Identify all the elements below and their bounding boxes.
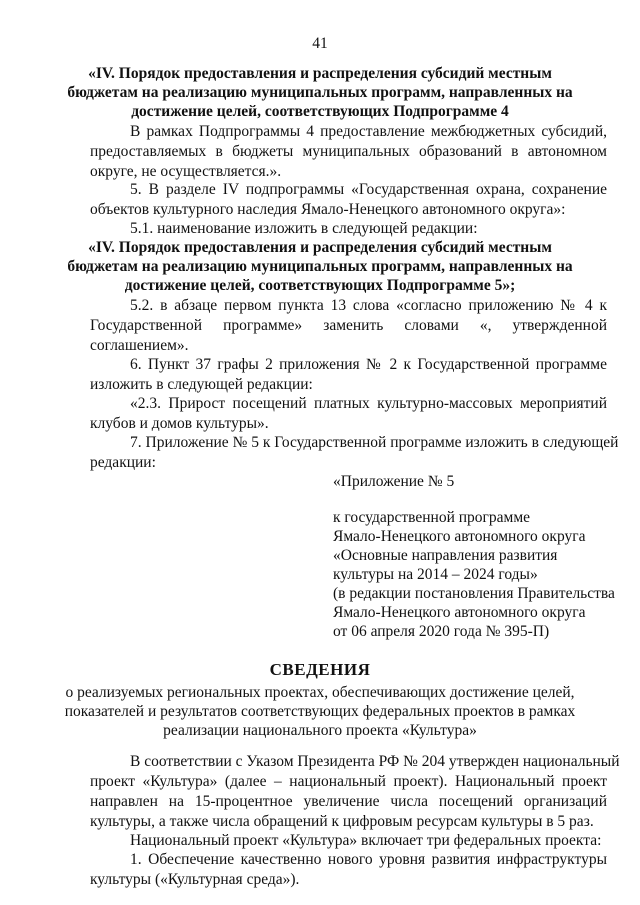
- paragraph-line: 5.1. наименование изложить в следующей редакции:: [130, 220, 478, 237]
- paragraph-line: 5.2. в абзаце первом пункта 13 слова «согласно приложению № 4 к: [130, 297, 607, 314]
- svedenia-subtitle-line: реализации национального проекта «Культура»: [163, 722, 477, 739]
- paragraph-line: Национальный проект «Культура» включает три федеральных проекта:: [130, 832, 602, 849]
- paragraph-line: В рамках Подпрограммы 4 предоставление межбюджетных субсидий,: [130, 123, 607, 140]
- appendix-line: к государственной программе: [333, 509, 531, 526]
- heading-subprogram-4-line3: достижение целей, соответствующих Подпрограмме 4: [131, 103, 509, 120]
- heading-subprogram-4-line2: бюджетам на реализацию муниципальных программ, направленных на: [67, 84, 573, 101]
- paragraph-line: 1. Обеспечение качественно нового уровня развития инфраструктуры: [130, 851, 607, 868]
- heading-subprogram-5-line3: достижение целей, соответствующих Подпрограмме 5»;: [124, 277, 516, 294]
- appendix-line: (в редакции постановления Правительства: [333, 585, 615, 602]
- paragraph-line: направлен на 15-процентное увеличение числа посещений организаций: [90, 793, 607, 810]
- paragraph-line: культуры («Культурная среда»).: [90, 871, 300, 888]
- heading-subprogram-5-line2: бюджетам на реализацию муниципальных программ, направленных на: [67, 258, 573, 275]
- paragraph-line: «2.3. Прирост посещений платных культурно-массовых мероприятий: [130, 395, 607, 412]
- paragraph-line: 6. Пункт 37 графы 2 приложения № 2 к Государственной программе: [130, 356, 607, 373]
- paragraph-line: объектов культурного наследия Ямало-Ненецкого автономного округа»:: [90, 201, 566, 218]
- svedenia-title: СВЕДЕНИЯ: [269, 660, 371, 679]
- paragraph-line: редакции:: [90, 454, 156, 471]
- appendix-title: «Приложение № 5: [333, 473, 455, 490]
- paragraph-line: 5. В разделе IV подпрограммы «Государственная охрана, сохранение: [130, 181, 607, 198]
- paragraph-line: соглашением».: [90, 337, 189, 354]
- paragraph-line: изложить в следующей редакции:: [90, 376, 313, 393]
- appendix-line: Ямало-Ненецкого автономного округа: [333, 604, 586, 621]
- appendix-line: культуры на 2014 – 2024 годы»: [333, 566, 538, 583]
- paragraph-line: В соответствии с Указом Президента РФ № 204 утвержден национальный: [130, 753, 620, 770]
- svedenia-subtitle-line: о реализуемых региональных проектах, обеспечивающих достижение целей,: [65, 684, 575, 701]
- page-number: 41: [312, 35, 328, 52]
- svedenia-subtitle-line: показателей и результатов соответствующих федеральных проектов в рамках: [64, 703, 576, 720]
- heading-subprogram-4-line1: «IV. Порядок предоставления и распределения субсидий местным: [88, 65, 552, 82]
- paragraph-line: предоставляемых в бюджеты муниципальных образований в автономном: [90, 143, 607, 160]
- paragraph-line: Государственной программе» заменить словами «, утвержденной: [90, 317, 607, 334]
- paragraph-line: проект «Культура» (далее – национальный проект). Национальный проект: [90, 773, 607, 790]
- appendix-line: от 06 апреля 2020 года № 395-П): [333, 623, 550, 640]
- paragraph-line: округе, не осуществляется.».: [90, 163, 282, 180]
- paragraph-line: культуры, а также числа обращений к цифровым ресурсам культуры в 5 раз.: [90, 813, 594, 830]
- paragraph-line: 7. Приложение № 5 к Государственной программе изложить в следующей: [130, 434, 619, 451]
- heading-subprogram-5-line1: «IV. Порядок предоставления и распределения субсидий местным: [88, 239, 552, 256]
- appendix-line: «Основные направления развития: [333, 547, 558, 564]
- paragraph-line: клубов и домов культуры».: [90, 415, 269, 432]
- appendix-line: Ямало-Ненецкого автономного округа: [333, 528, 586, 545]
